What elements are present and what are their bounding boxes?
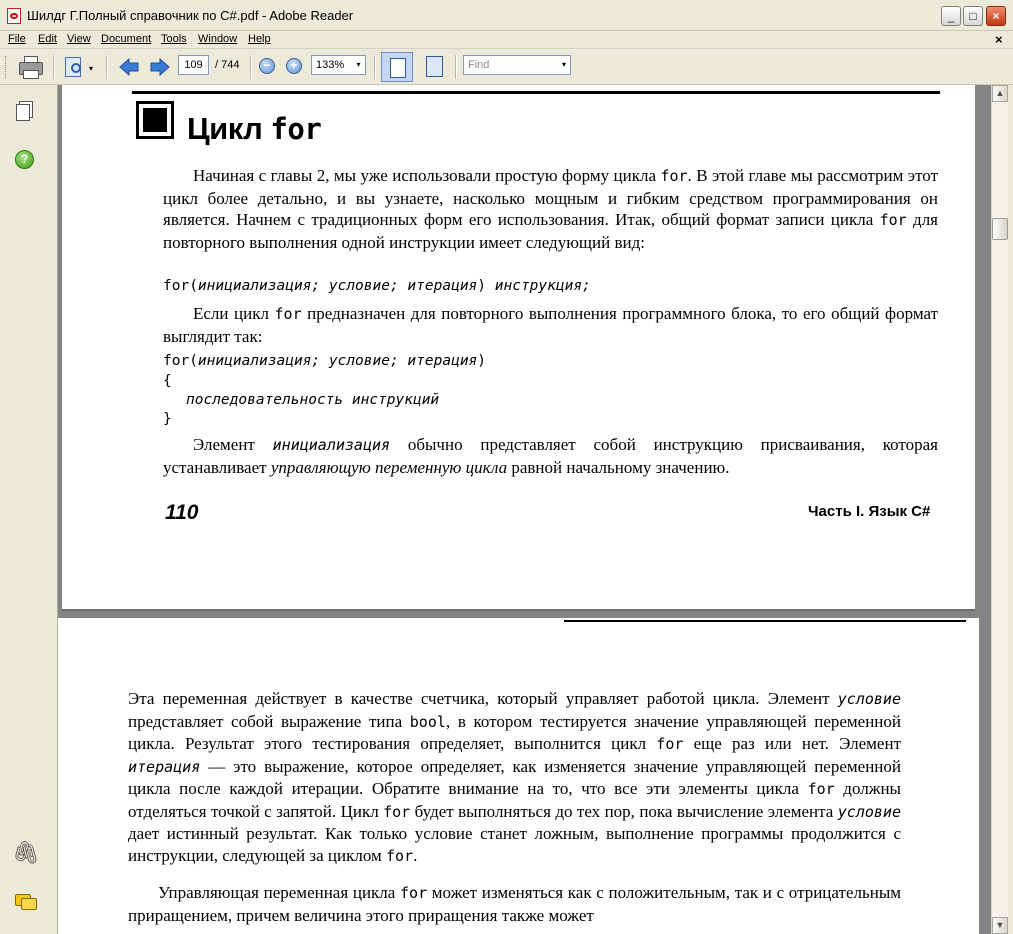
arrow-left-icon	[119, 58, 139, 76]
title-bar	[0, 0, 1013, 31]
text-run: предназначен для повторного выполнения программного блока, то его общий формат выглядит так:	[163, 304, 938, 346]
maximize-button[interactable]: □	[963, 6, 983, 26]
text-run: еще раз или нет. Элемент	[683, 734, 901, 753]
code-line	[163, 352, 486, 371]
toolbar-separator	[455, 55, 457, 79]
zoom-select[interactable]	[311, 55, 366, 75]
page-header-rule	[132, 91, 940, 94]
chevron-down-icon[interactable]: ▾	[356, 60, 361, 69]
code-run: for	[383, 802, 411, 821]
menu-file[interactable]: File	[8, 33, 26, 45]
text-run: Эта переменная действует в качестве счетчика, который управляет работой цикла. Элемент	[128, 689, 838, 708]
code-line: }	[163, 411, 172, 427]
find-input[interactable]	[463, 55, 571, 75]
scroll-down-icon[interactable]: ▼	[992, 917, 1008, 934]
code-run: for	[386, 846, 414, 865]
menu-help[interactable]: Help	[248, 33, 271, 45]
code-line	[163, 277, 591, 296]
zoom-in-icon[interactable]: +	[286, 58, 302, 74]
text-run: Элемент	[193, 435, 273, 454]
pages-front-shape	[16, 104, 30, 121]
menu-window[interactable]: Window	[198, 33, 238, 45]
italic-run: управляющую переменную цикла	[270, 457, 508, 477]
document-view[interactable]	[58, 85, 991, 934]
adobe-reader-icon	[7, 8, 21, 24]
comments-icon[interactable]	[12, 888, 38, 914]
running-footer: Часть I. Язык C#	[808, 503, 931, 520]
text-run: будет выполняться до тех пор, пока вычисление элемента	[410, 801, 838, 821]
help-icon[interactable]	[12, 147, 38, 173]
text-run: обычно представляет собой инструкцию присваивания, которая устанавливает	[163, 435, 938, 477]
text-run: , в котором тестируется значение управляющей переменной цикла. Результат этого тестирования определяет, выполнится цикл	[128, 711, 901, 753]
page-number-input[interactable]: 109	[178, 55, 209, 75]
attachments-icon[interactable]: 🖇	[12, 840, 40, 865]
arrow-right-icon	[150, 58, 170, 76]
text-run: может изменяться как с положительным, так и с отрицательным приращением, причем величина этого приращения также может	[128, 883, 902, 925]
text-run: Управляющая переменная цикла	[158, 883, 401, 902]
heading-text: Цикл	[187, 111, 271, 146]
previous-page-icon[interactable]	[117, 54, 141, 80]
code-run: for	[660, 167, 688, 185]
italic-run: условие	[837, 802, 901, 821]
code-statement: инструкция;	[494, 278, 591, 294]
search-icon[interactable]	[61, 54, 97, 80]
paragraph	[128, 688, 901, 867]
fit-page-icon[interactable]	[423, 54, 445, 80]
text-run: Начиная с главы 2, мы уже использовали простую форму цикла	[193, 166, 661, 185]
navigation-pane	[0, 85, 58, 934]
chevron-down-icon[interactable]: ▾	[89, 64, 94, 73]
fit-width-page-shape	[390, 58, 406, 78]
toolbar-grip[interactable]	[5, 56, 9, 78]
section-heading	[187, 111, 321, 147]
code-args: инициализация; условие; итерация	[197, 278, 478, 294]
code-text: )	[477, 353, 487, 369]
italic-run: инициализация	[272, 436, 391, 454]
code-run: for	[274, 305, 302, 323]
fit-width-icon[interactable]	[381, 52, 413, 82]
menu-edit[interactable]: Edit	[38, 33, 57, 45]
text-run: — это выражение, которое определяет, как изменяется значение управляющей переменной цикла после каждой итерации. Обратите внимание на то, что все эти элементы цикла	[128, 756, 901, 798]
code-keyword: for(	[163, 278, 198, 294]
find-placeholder: Find	[468, 59, 490, 71]
close-button[interactable]: ×	[986, 6, 1006, 26]
code-run: bool	[409, 712, 446, 731]
paragraph	[163, 434, 938, 478]
page-number: 110	[165, 501, 199, 524]
next-page-icon[interactable]	[148, 54, 172, 80]
text-run: должны отделяться точкой с запятой. Цикл	[128, 779, 901, 821]
print-icon[interactable]	[15, 54, 45, 80]
toolbar-separator	[106, 55, 108, 79]
menu-tools[interactable]: Tools	[161, 33, 187, 45]
code-run: for	[879, 211, 907, 229]
zoom-value: 133%	[316, 59, 345, 71]
paragraph	[163, 303, 938, 347]
italic-run: итерация	[128, 757, 201, 776]
code-keyword: for(	[163, 353, 198, 369]
scroll-thumb[interactable]	[992, 218, 1008, 240]
pdf-page	[58, 618, 979, 934]
text-run: представляет собой выражение типа	[128, 711, 410, 731]
toolbar-separator	[53, 55, 55, 79]
scroll-up-icon[interactable]: ▲	[992, 85, 1008, 102]
window-border	[1008, 85, 1013, 934]
vertical-scrollbar[interactable]	[991, 85, 1008, 934]
code-body: последовательность инструкций	[186, 392, 440, 408]
minimize-button[interactable]: _	[941, 6, 961, 26]
italic-run: условие	[837, 690, 901, 708]
chevron-down-icon[interactable]: ▾	[561, 60, 566, 69]
menu-bar	[0, 31, 1013, 49]
section-marker-icon	[136, 101, 174, 139]
text-run: дает истинный результат. Как только условие станет ложным, выполнение программы продолжится с инструкции, следующей за циклом	[128, 824, 901, 865]
print-tray-shape	[23, 70, 39, 79]
page-total-label: / 744	[215, 59, 240, 71]
code-line: {	[163, 373, 172, 389]
text-run: . В этой главе мы рассмотрим этот цикл более детально, и вы узнаете, насколько мощным и гибким средством программирования он является. Начнем с традиционных форм его использования. Итак, общий формат записи цикла	[163, 166, 938, 229]
menu-document[interactable]: Document	[101, 33, 152, 45]
pdf-page	[62, 85, 975, 609]
text-run: .	[413, 845, 418, 865]
window-title: Шилдг Г.Полный справочник по C#.pdf - Adobe Reader	[27, 8, 354, 23]
code-text: )	[477, 278, 495, 294]
heading-code: for	[270, 112, 322, 146]
text-run: равной начальному значению.	[507, 457, 730, 477]
help-glyph: ?	[15, 150, 34, 169]
pages-icon[interactable]	[12, 97, 38, 123]
page-header-rule	[564, 620, 966, 622]
comment-bubble-front	[21, 898, 37, 910]
close-document-button[interactable]: ×	[995, 32, 1003, 47]
menu-view[interactable]: View	[67, 33, 91, 45]
code-run: for	[656, 735, 684, 753]
fit-page-page-shape	[426, 56, 443, 77]
text-run: для повторного выполнения одной инструкции имеет следующий вид:	[163, 210, 939, 252]
toolbar-separator	[250, 55, 252, 79]
code-run: for	[400, 884, 428, 902]
paragraph	[128, 882, 901, 926]
page-shadow	[62, 609, 975, 611]
search-lens-shape	[71, 63, 81, 73]
code-run: for	[807, 780, 835, 798]
paragraph	[163, 165, 938, 253]
text-run: Если цикл	[193, 304, 275, 323]
zoom-out-icon[interactable]: −	[259, 58, 275, 74]
code-line	[186, 391, 439, 410]
toolbar-separator	[374, 55, 376, 79]
code-args: инициализация; условие; итерация	[197, 353, 478, 369]
